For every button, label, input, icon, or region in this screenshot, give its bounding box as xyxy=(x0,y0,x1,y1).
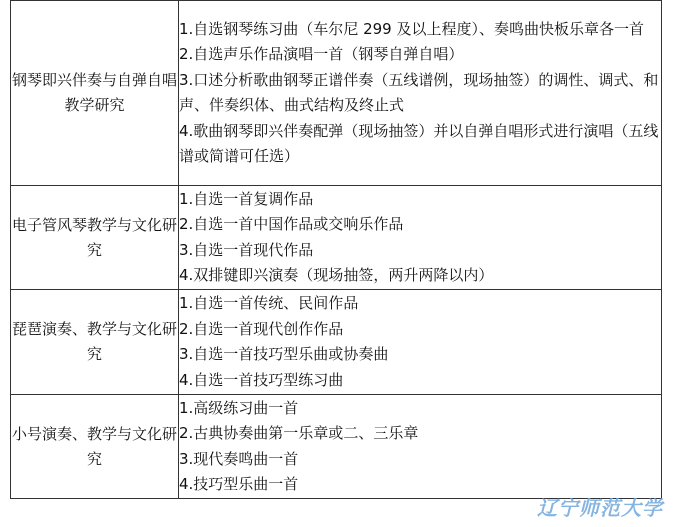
subject-cell xyxy=(11,395,179,499)
requirement-item: 2.古典协奏曲第一乐章或二、三乐章 xyxy=(179,424,419,442)
requirement-item: 1.高级练习曲一首 xyxy=(179,398,299,417)
table-row xyxy=(11,290,662,395)
requirement-item: 4.自选一首技巧型练习曲 xyxy=(179,370,344,389)
content-cell xyxy=(179,186,662,290)
content-cell xyxy=(179,395,662,499)
subject-name: 琵琶演奏、教学与文化研究 xyxy=(11,320,177,363)
subject-name: 电子管风琴教学与文化研究 xyxy=(11,215,177,259)
requirement-item: 1.自选一首传统、民间作品 xyxy=(179,294,359,312)
subject-name: 小号演奏、教学与文化研究 xyxy=(11,424,177,468)
requirement-item: 3.自选一首技巧型乐曲或协奏曲 xyxy=(179,345,389,363)
subject-name: 钢琴即兴伴奏与自弹自唱教学研究 xyxy=(11,71,177,114)
content-cell xyxy=(179,1,662,186)
requirement-item: 3.现代奏鸣曲一首 xyxy=(179,449,299,468)
content-cell xyxy=(179,290,662,395)
requirement-item: 1.自选钢琴练习曲（车尔尼 299 及以上程度）、奏鸣曲快板乐章各一首 xyxy=(179,19,644,38)
table-row xyxy=(11,186,662,290)
table-row xyxy=(11,1,662,186)
exam-requirements-table xyxy=(10,0,662,499)
requirement-item: 3.口述分析歌曲钢琴正谱伴奏（五线谱例，现场抽签）的调性、调式、和声、伴奏织体、曲式结构及终止式 xyxy=(179,70,659,114)
requirement-item: 2.自选一首现代创作作品 xyxy=(179,319,344,338)
requirement-item: 1.自选一首复调作品 xyxy=(179,189,314,208)
subject-cell xyxy=(11,290,179,395)
university-watermark: 辽宁师范大学 xyxy=(537,496,663,520)
requirement-item: 2.自选一首中国作品或交响乐作品 xyxy=(179,215,404,233)
requirement-item: 3.自选一首现代作品 xyxy=(179,240,314,259)
subject-cell xyxy=(11,186,179,290)
requirement-item: 4.双排键即兴演奏（现场抽签，两升两降以内） xyxy=(179,266,494,284)
table-row xyxy=(11,395,662,499)
requirement-item: 4.技巧型乐曲一首 xyxy=(179,475,299,493)
subject-cell xyxy=(11,1,179,186)
requirement-item: 4.歌曲钢琴即兴伴奏配弹（现场抽签）并以自弹自唱形式进行演唱（五线谱或简谱可任选） xyxy=(179,121,659,165)
requirement-item: 2.自选声乐作品演唱一首（钢琴自弹自唱） xyxy=(179,45,464,63)
